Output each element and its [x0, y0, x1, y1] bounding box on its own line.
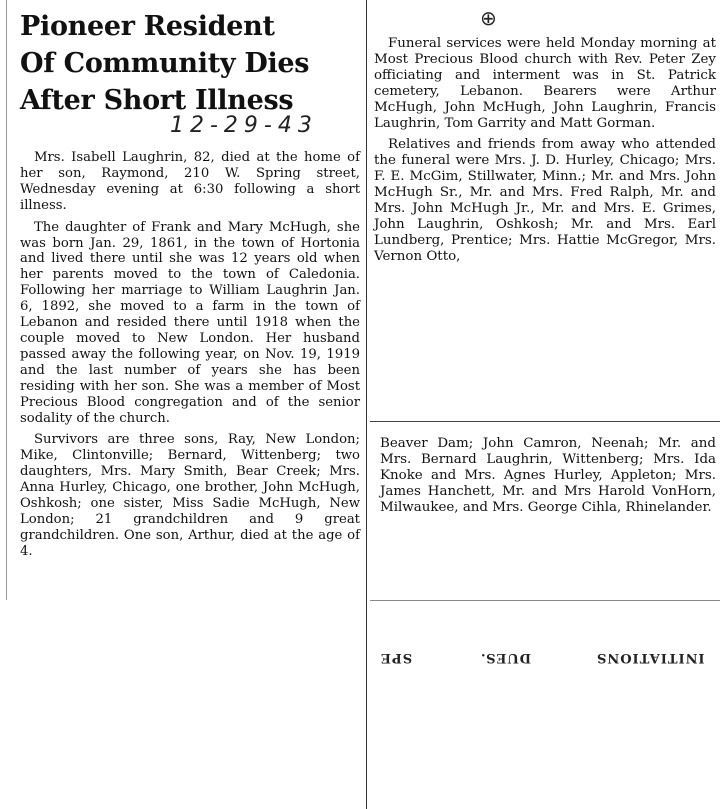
headline-line-1: Pioneer Resident [20, 11, 275, 42]
obituary-paragraph-1: Mrs. Isabell Laughrin, 82, died at the home of her son, Raymond, 210 W. Spring street, Wednesday evening at 6:30 following a short illness. [20, 150, 360, 213]
right-column-continued [380, 436, 716, 522]
left-column [20, 8, 360, 566]
headline-line-2: Of Community Dies [20, 48, 310, 79]
obituary-paragraph-2: The daughter of Frank and Mary McHugh, she was born Jan. 29, 1861, in the town of Hortonia and lived there until she was 12 years old when her parents moved to the town of Caledonia. Following her marriage to William Laughrin Jan. 6, 1892, she moved to a farm in the town of Lebanon and resided there until 1918 when the couple moved to New London. Her husband passed away the following year, on Nov. 19, 1919 and the last number of years she has been residing with her son. She was a member of Most Precious Blood congregation and of the senior sodality of the church. [20, 219, 360, 426]
flipped-text-initiations: INITIATIONS [596, 650, 705, 665]
column-divider [366, 0, 367, 809]
right-column [374, 36, 716, 271]
flipped-text-dues: DUES. [480, 650, 531, 665]
handwritten-date: 12-29-43 [170, 113, 318, 138]
relatives-paragraph: Relatives and friends from away who attended the funeral were Mrs. J. D. Hurley, Chicago; Mrs. F. E. McGim, Stillwater, Minn.; Mr. and Mrs. John McHugh Sr., Mr. and Mrs. Fred Ralph, Mr. and Mrs. John McHugh Jr., Mr. and Mrs. E. Grimes, John Laughrin, Oshkosh; Mr. and Mrs. Earl Lundberg, Prentice; Mrs. Hattie McGregor, Mrs. Vernon Otto, [374, 137, 716, 264]
flipped-text-spe: SPE [380, 650, 413, 665]
headline-line-3: After Short Illness [20, 85, 294, 116]
relatives-continued-paragraph: Beaver Dam; John Camron, Neenah; Mr. and Mrs. Bernard Laughrin, Wittenberg; Mrs. Ida Knoke and Mrs. Agnes Hurley, Appleton; Mrs. James Hanchett, Mr. and Mrs Harold VonHorn, Milwaukee, and Mrs. George Cihla, Rhinelander. [380, 436, 716, 515]
funeral-paragraph: Funeral services were held Monday morning at Most Precious Blood church with Rev. Peter Zey officiating and interment was in St. Patrick cemetery, Lebanon. Bearers were Arthur McHugh, John McHugh, John Laughrin, Francis Laughrin, Tom Garrity and Matt Gorman. [374, 36, 716, 131]
lower-section-divider [370, 600, 720, 601]
survivors-paragraph: Survivors are three sons, Ray, New London; Mike, Clintonville; Bernard, Wittenberg; two daughters, Mrs. Mary Smith, Bear Creek; Mrs. Anna Hurley, Chicago, one brother, John McHugh, Oshkosh; one sister, Miss Sadie McHugh, New London; 21 grandchildren and 9 great grandchildren. One son, Arthur, died at the age of 4. [20, 432, 360, 559]
headline [20, 8, 360, 119]
circle-cross-mark: ⊕ [480, 6, 497, 30]
section-divider [370, 421, 720, 422]
left-edge-line [6, 0, 7, 600]
